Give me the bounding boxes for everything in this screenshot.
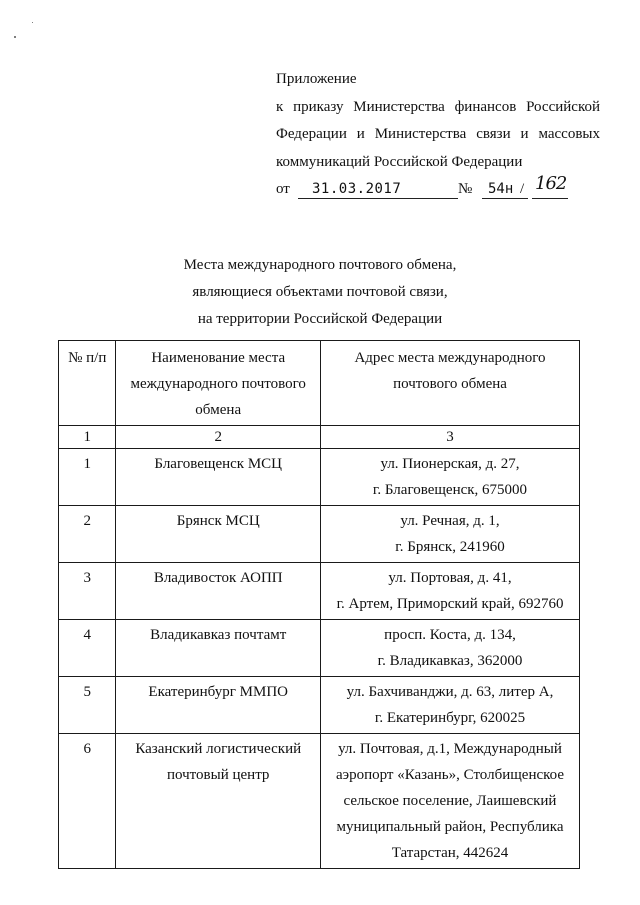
table-row	[59, 734, 580, 869]
header-address: Адрес места международного почтового обмена	[321, 341, 580, 426]
place-address: ул. Почтовая, д.1, Международный аэропорт «Казань», Столбищенское сельское поселение, Лаишевский муниципальный район, Республика Татарстан, 442624	[321, 734, 580, 869]
place-address: ул. Пионерская, д. 27, г. Благовещенск, 675000	[321, 449, 580, 506]
place-name: Владикавказ почтамт	[116, 620, 321, 677]
row-number: 5	[59, 677, 116, 734]
document-title	[0, 252, 640, 333]
row-number: 4	[59, 620, 116, 677]
column-number-row	[59, 426, 580, 449]
appendix-block	[276, 66, 600, 204]
place-name: Брянск МСЦ	[116, 506, 321, 563]
row-number: 1	[59, 449, 116, 506]
order-date: 31.03.2017	[312, 181, 402, 197]
header-number: № п/п	[59, 341, 116, 426]
scan-speck	[14, 36, 16, 38]
title-line: Места международного почтового обмена,	[183, 257, 457, 273]
column-number: 3	[321, 426, 580, 449]
column-number: 2	[116, 426, 321, 449]
table-row	[59, 620, 580, 677]
scan-speck	[32, 22, 33, 23]
appendix-communications-line: коммуникаций Российской Федерации	[276, 153, 523, 170]
handwritten-number: 162	[535, 173, 567, 194]
appendix-order-line: к приказу Министерства финансов Российской	[276, 98, 600, 115]
place-address: ул. Бахчиванджи, д. 63, литер А, г. Екатеринбург, 620025	[321, 677, 580, 734]
exchange-places-table	[58, 340, 580, 869]
title-line: на территории Российской Федерации	[197, 311, 443, 327]
place-address: просп. Коста, д. 134, г. Владикавказ, 362000	[321, 620, 580, 677]
appendix-heading: Приложение	[276, 71, 357, 87]
place-name: Екатеринбург ММПО	[116, 677, 321, 734]
table-row	[59, 677, 580, 734]
order-date-number-line	[276, 173, 600, 204]
place-name: Благовещенск МСЦ	[116, 449, 321, 506]
table-row	[59, 563, 580, 620]
row-number: 6	[59, 734, 116, 869]
place-name: Казанский логистический почтовый центр	[116, 734, 321, 869]
appendix-ministry-line: Федерации и Министерства связи и массовых	[276, 126, 600, 142]
from-label: от	[276, 181, 290, 197]
place-name: Владивосток АОПП	[116, 563, 321, 620]
title-line: являющиеся объектами почтовой связи,	[192, 284, 448, 300]
row-number: 2	[59, 506, 116, 563]
table-header-row	[59, 341, 580, 426]
place-address: ул. Портовая, д. 41, г. Артем, Приморский край, 692760	[321, 563, 580, 620]
order-number: 54н	[488, 181, 514, 197]
number-slash: /	[520, 181, 525, 197]
header-place-name: Наименование места международного почтового обмена	[116, 341, 321, 426]
number-sign: №	[458, 181, 473, 197]
column-number: 1	[59, 426, 116, 449]
place-address: ул. Речная, д. 1, г. Брянск, 241960	[321, 506, 580, 563]
row-number: 3	[59, 563, 116, 620]
table-row	[59, 449, 580, 506]
table-row	[59, 506, 580, 563]
